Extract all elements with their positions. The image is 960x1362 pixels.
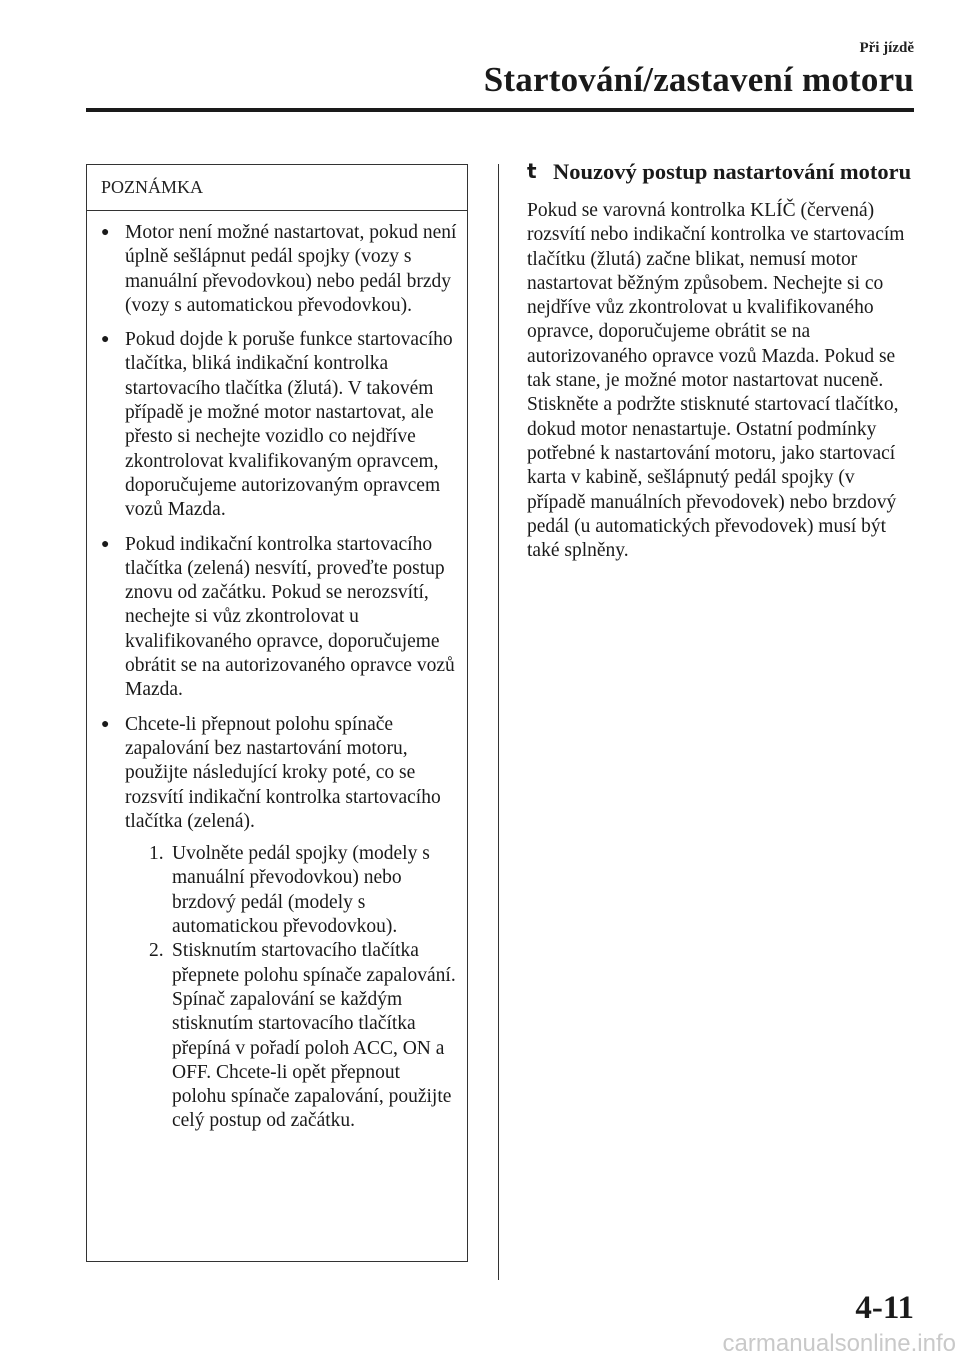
section-paragraph: Pokud se varovná kontrolka KLÍČ (červená) rozsvítí nebo indikační kontrolka ve startovacím tlačítku (žlutá) začne blikat, nemusí motor nastartovat běžným způsobem. Nechejte si co nejdříve vůz zkontrolovat u kvalifikovaného opravce, doporučujeme obrátit se na autorizovaného opravce vozů Mazda. Pokud se tak stane, je možné motor nastartovat nuceně. Stiskněte a podržte stisknuté startovací tlačítko, dokud motor nenastartuje. Ostatní podmínky potřebné k nastartování motoru, jako startovací karta v kabině, sešlápnutý pedál spojky (v případě manuálních převodovek) nebo brzdový pedál (u automatických převodovek) musí být také splněny. bbox=[527, 200, 905, 562]
note-bullet bbox=[101, 221, 457, 318]
page-number: 4-11 bbox=[855, 1290, 914, 1326]
step-text: Stisknutím startovacího tlačítka přepnete polohu spínače zapalování. Spínač zapalování se každým stisknutím startovacího tlačítka přepíná v pořadí poloh ACC, ON a OFF. Chcete-li opět přepnout polohu spínače zapalování, použijte celý postup od začátku. bbox=[172, 940, 456, 1132]
step-text: Uvolněte pedál spojky (modely s manuální převodovkou) nebo brzdový pedál (modely s automatickou převodovkou). bbox=[172, 843, 430, 938]
step-number: 1. bbox=[149, 843, 164, 865]
note-box bbox=[86, 164, 468, 1262]
step-item bbox=[125, 842, 457, 939]
note-bullet bbox=[101, 713, 457, 1134]
note-bullet-text: Pokud dojde k poruše funkce startovacího tlačítka, bliká indikační kontrolka startovacího tlačítka (žlutá). V takovém případě je možné motor nastartovat, ale přesto si nechejte vozidlo co nejdříve zkontrolovat kvalifikovaným opravcem, doporučujeme autorizovaným opravcem vozů Mazda. bbox=[125, 329, 453, 521]
section-heading-text: Nouzový postup nastartování motoru bbox=[553, 159, 912, 184]
page-title: Startování/zastavení motoru bbox=[483, 60, 914, 99]
header-rule bbox=[86, 108, 914, 112]
section-marker-icon: t bbox=[527, 159, 537, 183]
bullet-dot-icon: ● bbox=[101, 716, 110, 732]
note-bullet bbox=[101, 533, 457, 703]
step-list bbox=[125, 842, 457, 1134]
bullet-dot-icon: ● bbox=[101, 332, 110, 348]
bullet-dot-icon: ● bbox=[101, 536, 110, 552]
right-column bbox=[527, 158, 917, 563]
note-bullet-text: Chcete-li přepnout polohu spínače zapalování bez nastartování motoru, použijte následující kroky poté, co se rozsvítí indikační kontrolka startovacího tlačítka (zelená). bbox=[125, 713, 441, 832]
step-item bbox=[125, 939, 457, 1133]
watermark: carmanualsonline.info bbox=[722, 1330, 956, 1357]
column-divider bbox=[498, 164, 499, 1280]
note-bullet bbox=[101, 328, 457, 522]
note-body bbox=[87, 211, 467, 1134]
step-number: 2. bbox=[149, 940, 164, 962]
bullet-dot-icon: ● bbox=[101, 225, 110, 240]
note-bullet-text: Pokud indikační kontrolka startovacího tlačítka (zelená) nesvítí, proveďte postup znovu od začátku. Pokud se nerozsvítí, nechejte si vůz zkontrolovat u kvalifikovaného opravce, doporučujeme obrátit se na autorizovaného opravce vozů Mazda. bbox=[125, 533, 455, 701]
note-title: POZNÁMKA bbox=[87, 165, 467, 211]
section-heading bbox=[527, 158, 917, 185]
running-header-section: Při jízdě bbox=[859, 40, 914, 56]
note-bullet-text: Motor není možné nastartovat, pokud není úplně sešlápnut pedál spojky (vozy s manuální převodovkou) nebo pedál brzdy (vozy s automatickou převodovkou). bbox=[125, 222, 457, 316]
